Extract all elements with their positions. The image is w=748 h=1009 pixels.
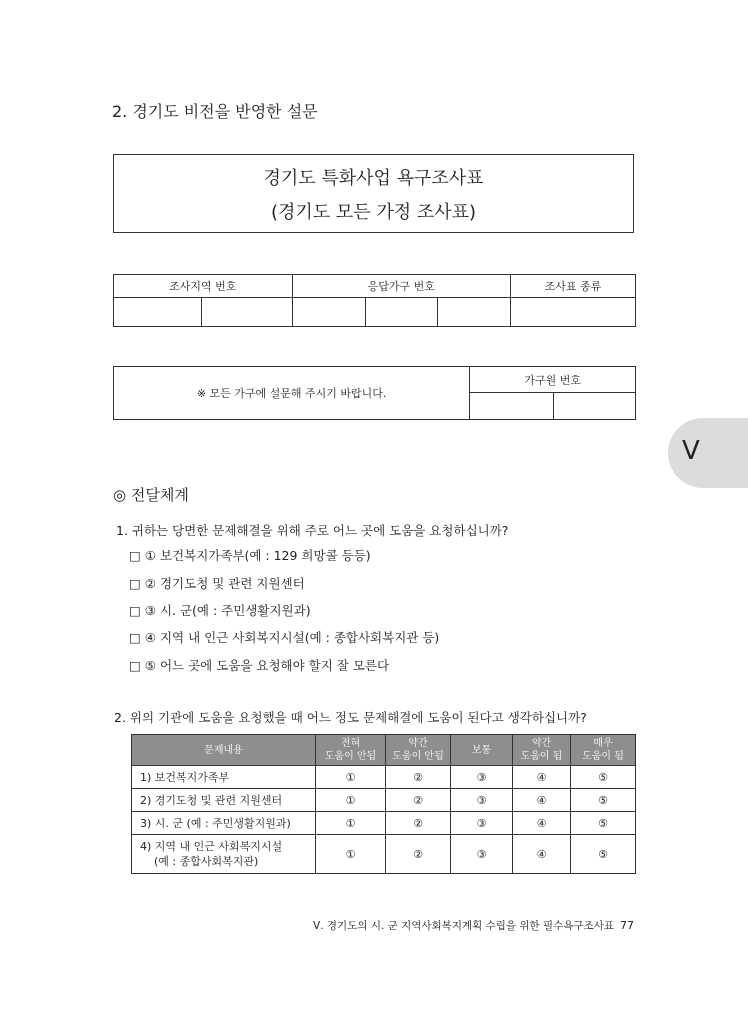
page-footer — [313, 918, 634, 933]
region-number-header: 조사지역 번호 — [114, 275, 293, 298]
rating-header-neutral: 보통 — [451, 735, 513, 766]
rating-choice[interactable]: ③ — [451, 835, 513, 874]
rating-row-label: 1) 보건복지가족부 — [132, 766, 316, 789]
table-row — [132, 835, 636, 874]
rating-choice[interactable]: ① — [316, 835, 386, 874]
rating-header-very-helpful: 매우 도움이 됨 — [571, 735, 636, 766]
rating-choice[interactable]: ② — [386, 766, 451, 789]
household-number-cell[interactable] — [438, 298, 510, 327]
rating-choice[interactable]: ④ — [513, 812, 571, 835]
question-1-option[interactable]: □ ⑤ 어느 곳에 도움을 요청해야 할지 잘 모른다 — [129, 658, 390, 673]
table-row — [132, 789, 636, 812]
form-type-header: 조사표 종류 — [510, 275, 635, 298]
question-1-text: 1. 귀하는 당면한 문제해결을 위해 주로 어느 곳에 도움을 요청하십니까? — [116, 523, 509, 538]
rating-choice[interactable]: ② — [386, 789, 451, 812]
rating-row-label: 2) 경기도청 및 관련 지원센터 — [132, 789, 316, 812]
rating-choice[interactable]: ⑤ — [571, 789, 636, 812]
notice-message: ※ 모든 가구에 설문해 주시기 바랍니다. — [114, 367, 470, 420]
rating-item-header: 문제내용 — [132, 735, 316, 766]
survey-title: 경기도 특화사업 욕구조사표 — [263, 168, 484, 189]
rating-header-slightly-helpful: 약간 도움이 됨 — [513, 735, 571, 766]
chapter-side-tab — [668, 418, 748, 488]
survey-title-box — [113, 154, 634, 233]
rating-choice[interactable]: ① — [316, 789, 386, 812]
rating-choice[interactable]: ④ — [513, 789, 571, 812]
rating-row-label: 3) 시. 군 (예 : 주민생활지원과) — [132, 812, 316, 835]
rating-choice[interactable]: ② — [386, 835, 451, 874]
notice-table — [113, 366, 636, 420]
page-number: 77 — [620, 919, 634, 932]
household-number-header: 응답가구 번호 — [292, 275, 510, 298]
question-1-option[interactable]: □ ③ 시. 군(예 : 주민생활지원과) — [129, 603, 311, 618]
rating-choice[interactable]: ② — [386, 812, 451, 835]
rating-choice[interactable]: ⑤ — [571, 835, 636, 874]
section-heading: 2. 경기도 비전을 반영한 설문 — [112, 102, 318, 121]
rating-choice[interactable]: ④ — [513, 766, 571, 789]
rating-choice[interactable]: ① — [316, 766, 386, 789]
question-2-text: 2. 위의 기관에 도움을 요청했을 때 어느 정도 문제해결에 도움이 된다고 생각하십니까? — [114, 710, 587, 725]
region-number-cell[interactable] — [202, 298, 292, 327]
rating-choice[interactable]: ③ — [451, 766, 513, 789]
question-1-option[interactable]: □ ② 경기도청 및 관련 지원센터 — [129, 576, 305, 591]
chapter-numeral: V — [682, 436, 700, 466]
rating-table — [131, 734, 636, 874]
form-type-cell[interactable] — [510, 298, 635, 327]
rating-header-not-helpful-at-all: 전혀 도움이 안됨 — [316, 735, 386, 766]
survey-subtitle: (경기도 모든 가정 조사표) — [270, 202, 477, 223]
member-number-cell[interactable] — [470, 393, 554, 420]
id-table — [113, 274, 636, 327]
table-row — [132, 766, 636, 789]
footer-text: Ⅴ. 경기도의 시. 군 지역사회복지계획 수립을 위한 필수욕구조사표 — [313, 920, 614, 932]
question-1-option[interactable]: □ ④ 지역 내 인근 사회복지시설(예 : 종합사회복지관 등) — [129, 630, 440, 645]
rating-choice[interactable]: ⑤ — [571, 812, 636, 835]
table-row — [132, 812, 636, 835]
household-number-cell[interactable] — [366, 298, 438, 327]
region-number-cell[interactable] — [114, 298, 202, 327]
member-number-cell[interactable] — [554, 393, 636, 420]
rating-choice[interactable]: ① — [316, 812, 386, 835]
household-number-cell[interactable] — [292, 298, 365, 327]
rating-choice[interactable]: ④ — [513, 835, 571, 874]
rating-row-label: 4) 지역 내 인근 사회복지시설 (예 : 종합사회복지관) — [132, 835, 316, 874]
question-1-option[interactable]: □ ① 보건복지가족부(예 : 129 희망콜 등등) — [129, 548, 371, 563]
rating-choice[interactable]: ③ — [451, 812, 513, 835]
rating-header-slightly-unhelpful: 약간 도움이 안됨 — [386, 735, 451, 766]
rating-choice[interactable]: ⑤ — [571, 766, 636, 789]
delivery-system-heading: ◎ 전달체계 — [113, 486, 189, 504]
member-number-header: 가구원 번호 — [470, 367, 636, 393]
rating-choice[interactable]: ③ — [451, 789, 513, 812]
